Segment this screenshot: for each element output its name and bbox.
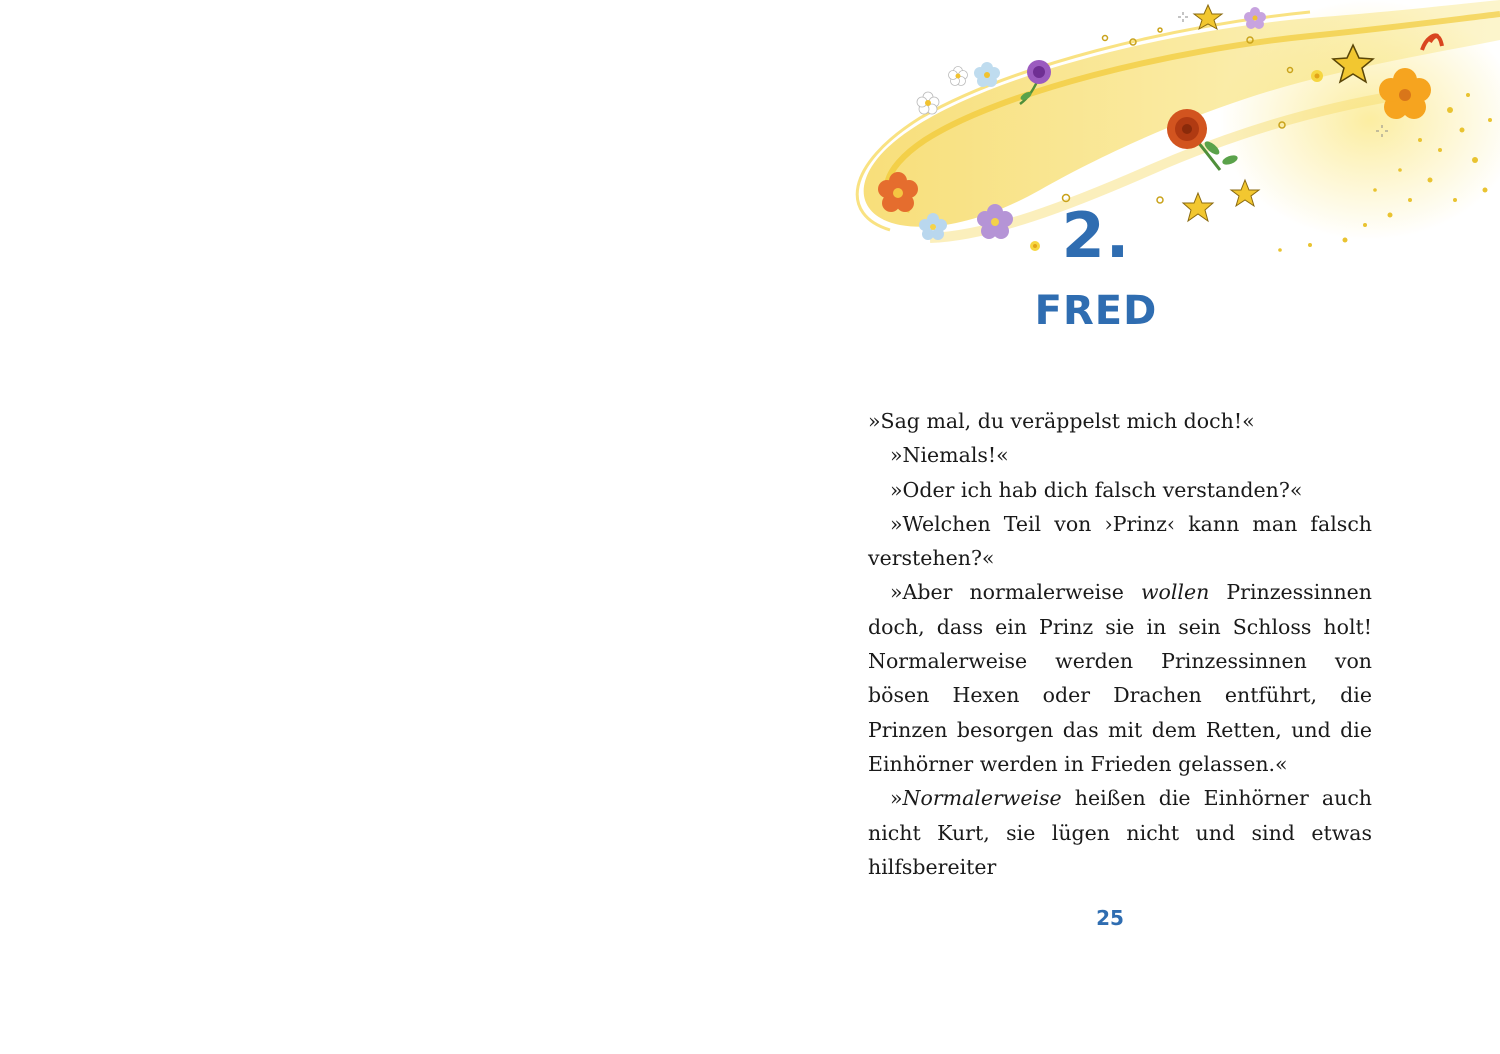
text-run: »Oder ich hab dich falsch verstanden?« (890, 477, 1303, 502)
blue-flower-icon (974, 62, 1000, 87)
purple-flower-icon (1244, 7, 1266, 29)
right-page (750, 0, 1500, 1054)
paragraph (868, 438, 1372, 472)
text-run: »Niemals!« (890, 443, 1009, 468)
chapter-number: 2. (1061, 199, 1131, 272)
italic-text: Normalerweise (902, 786, 1062, 811)
text-run: »Sag mal, du veräppelst mich doch!« (868, 409, 1255, 433)
paragraph (868, 473, 1372, 507)
paragraph (868, 404, 1372, 438)
page-number: 25 (1096, 906, 1124, 930)
small-yellow-flower-icon (1311, 70, 1323, 82)
body-text (868, 404, 1372, 884)
paragraph (868, 507, 1372, 576)
text-run: » (890, 786, 903, 811)
text-run: »Welchen Teil von ›Prinz‹ kann man falsch verstehen?« (868, 511, 1372, 571)
text-run: heißen die Einhörner auch nicht Kurt, sie lügen nicht und sind etwas hilfsbereiter (868, 786, 1372, 879)
paragraph (868, 575, 1372, 781)
text-run: Prinzessinnen doch, dass ein Prinz sie in sein Schloss holt! Normalerweise werden Prinzessinnen von bösen Hexen oder Drachen entführt, die Prinzen besorgen das mit dem Retten, und die Einhörner werden in Frieden gelassen.« (868, 580, 1372, 776)
daisy-flower-icon (917, 92, 939, 114)
paragraph (868, 781, 1372, 884)
chapter-title: FRED (1034, 288, 1158, 334)
text-run: »Aber normalerweise (890, 580, 1141, 605)
italic-text: wollen (1140, 580, 1210, 605)
daisy-flower-icon (949, 67, 968, 86)
sparkle-burst-icon (1178, 12, 1188, 22)
